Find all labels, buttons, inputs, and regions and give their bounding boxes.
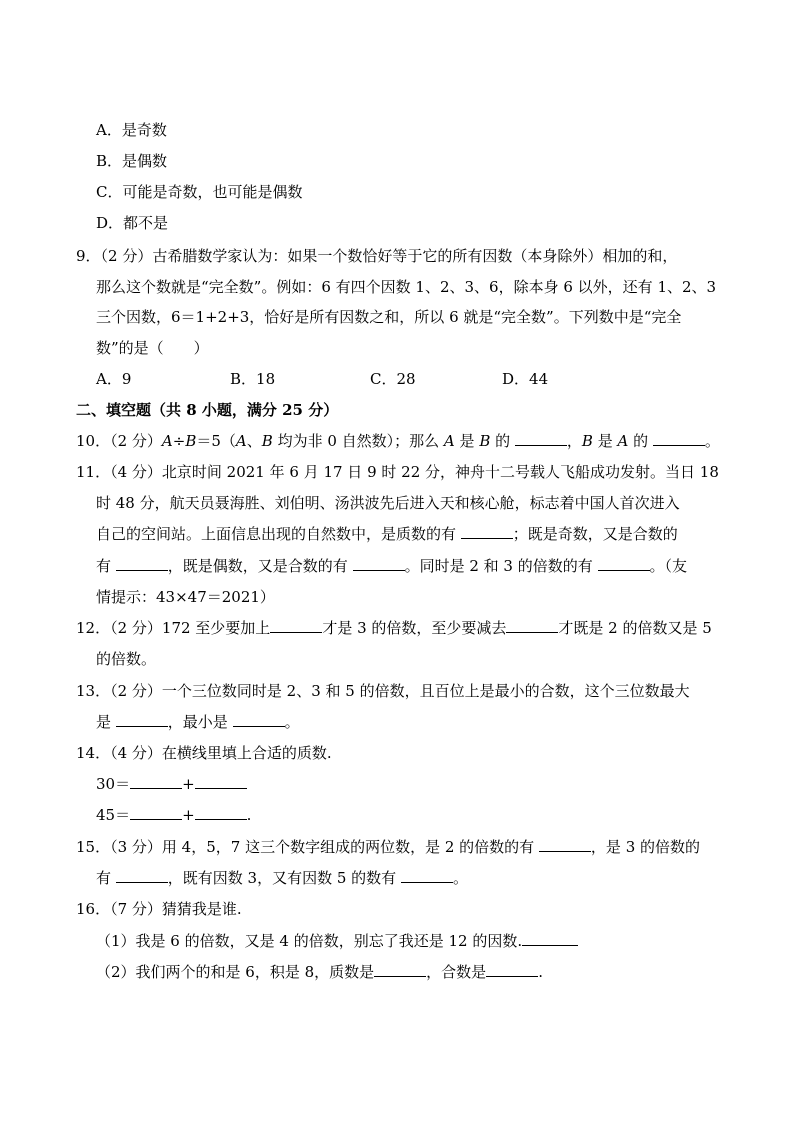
section-2-title: 二、填空题（共 8 小题，满分 25 分） [76, 401, 339, 419]
q12-line-2: 的倍数。 [96, 650, 157, 668]
q16-blank-3[interactable] [486, 962, 538, 977]
q9-line-1: 9．（2 分）古希腊数学家认为：如果一个数恰好等于它的所有因数（本身除外）相加的和， [76, 247, 678, 265]
q12-blank-2[interactable] [506, 618, 558, 633]
q16-blank-1[interactable] [522, 931, 578, 946]
q8-option-a: A．是奇数 [96, 121, 167, 139]
q9-option-d: D．44 [502, 370, 549, 388]
q11-blank-2[interactable] [116, 556, 168, 571]
q11-blank-3[interactable] [353, 556, 405, 571]
q11-line-1: 11．（4 分）北京时间 2021 年 6 月 17 日 9 时 22 分，神舟十二号载人飞船成功发射。当日 18 [76, 463, 719, 481]
q9-line-4: 数”的是（ ） [96, 339, 209, 357]
q15-blank-2[interactable] [116, 868, 168, 883]
q10-blank-1[interactable] [515, 431, 567, 446]
q11-line-5: 情提示：43×47＝2021） [96, 588, 275, 606]
q16-blank-2[interactable] [374, 962, 426, 977]
q14-blank-3[interactable] [130, 805, 182, 820]
q12-blank-1[interactable] [270, 618, 322, 633]
q14-blank-2[interactable] [195, 774, 247, 789]
q14-equation-2: 45＝ + . [96, 806, 252, 824]
q16-sub-1: （1）我是 6 的倍数，又是 4 的倍数，别忘了我还是 12 的因数. [96, 931, 578, 951]
q13-blank-2[interactable] [233, 712, 285, 727]
q16-line-1: 16．（7 分）猜猜我是谁. [76, 900, 242, 918]
q9-option-b: B．18 [230, 370, 276, 388]
q13-blank-1[interactable] [116, 712, 168, 727]
q14-equation-1: 30＝ + [96, 774, 247, 794]
q12-line-1: 12．（2 分）172 至少要加上 才是 3 的倍数，至少要减去 才既是 2 的倍数又是 5 [76, 619, 712, 637]
q9-option-c: C．28 [370, 370, 416, 388]
q9-line-3: 三个因数，6＝1+2+3，恰好是所有因数之和，所以 6 就是“完全数”。下列数中是“完全 [96, 308, 682, 326]
q9-option-a: A．9 [96, 370, 132, 388]
q14-blank-4[interactable] [195, 805, 247, 820]
q15-line-2: 有 ，既有因数 3，又有因数 5 的数有 。 [96, 869, 468, 887]
q9-line-2: 那么这个数就是“完全数”。例如：6 有四个因数 1、2、3、6，除本身 6 以外，还有 1、2、3 [96, 278, 717, 296]
q15-line-1: 15．（3 分）用 4，5，7 这三个数字组成的两位数，是 2 的倍数的有 ，是 3 的倍数的 [76, 838, 701, 856]
q11-line-2: 时 48 分，航天员聂海胜、刘伯明、汤洪波先后进入天和核心舱，标志着中国人首次进入 [96, 494, 680, 512]
q11-line-4: 有 ，既是偶数，又是合数的有 。同时是 2 和 3 的倍数的有 。（友 [96, 557, 688, 575]
q14-blank-1[interactable] [130, 774, 182, 789]
q14-line-1: 14．（4 分）在横线里填上合适的质数. [76, 744, 332, 762]
q10-line: 10．（2 分）A÷B＝5（A、B 均为非 0 自然数）；那么 A 是 B 的 ，B 是 A 的 。 [76, 432, 720, 450]
q11-line-3: 自己的空间站。上面信息出现的自然数中，是质数的有 ；既是奇数，又是合数的 [96, 525, 678, 543]
q15-blank-1[interactable] [539, 837, 591, 852]
q10-blank-2[interactable] [653, 431, 705, 446]
q8-option-d: D．都不是 [96, 214, 169, 232]
q8-option-c: C．可能是奇数，也可能是偶数 [96, 183, 303, 201]
q15-blank-3[interactable] [401, 868, 453, 883]
q11-blank-1[interactable] [461, 524, 513, 539]
q13-line-1: 13．（2 分）一个三位数同时是 2、3 和 5 的倍数，且百位上是最小的合数，这个三位数最大 [76, 682, 690, 700]
q8-option-b: B．是偶数 [96, 152, 168, 170]
q13-line-2: 是 ，最小是 。 [96, 713, 300, 731]
q11-blank-4[interactable] [598, 556, 650, 571]
q16-sub-2: （2）我们两个的和是 6，积是 8，质数是 ，合数是 . [96, 963, 543, 981]
